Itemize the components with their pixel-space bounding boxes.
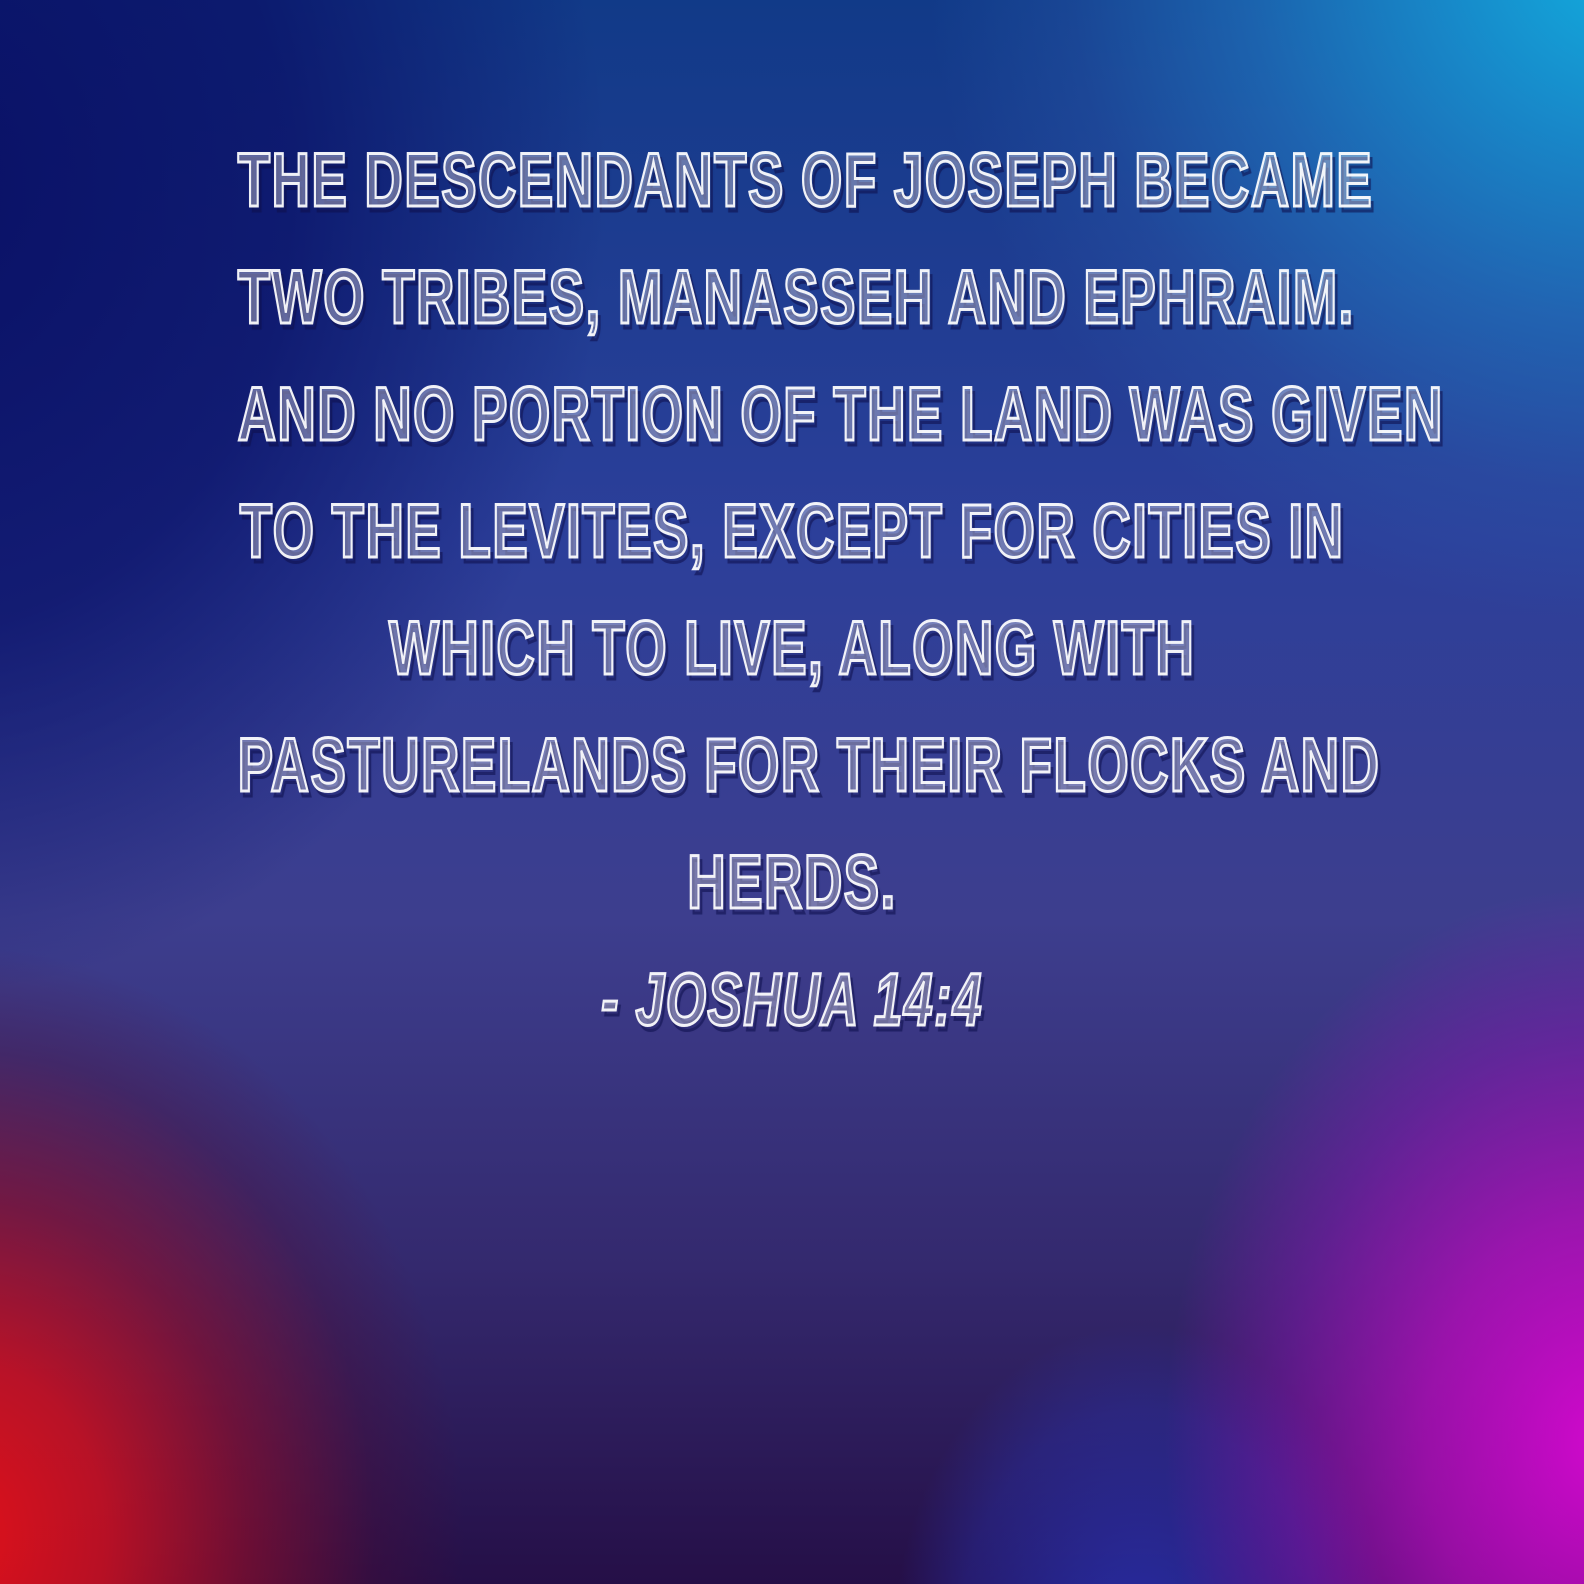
- verse-line-2: TWO TRIBES, MANASSEH AND EPHRAIM.: [237, 255, 1355, 340]
- verse-line-3: AND NO PORTION OF THE LAND WAS GIVEN: [237, 372, 1444, 457]
- verse-text-block: [0, 122, 1584, 1058]
- verse-line-1: THE DESCENDANTS OF JOSEPH BECAME: [237, 138, 1374, 223]
- verse-line-6: PASTURELANDS FOR THEIR FLOCKS AND: [237, 723, 1381, 808]
- verse-line-4: TO THE LEVITES, EXCEPT FOR CITIES IN: [239, 489, 1345, 574]
- verse-line-7: HERDS.: [687, 840, 897, 925]
- verse-reference: - JOSHUA 14:4: [601, 958, 983, 1041]
- verse-line-5: WHICH TO LIVE, ALONG WITH: [388, 606, 1196, 691]
